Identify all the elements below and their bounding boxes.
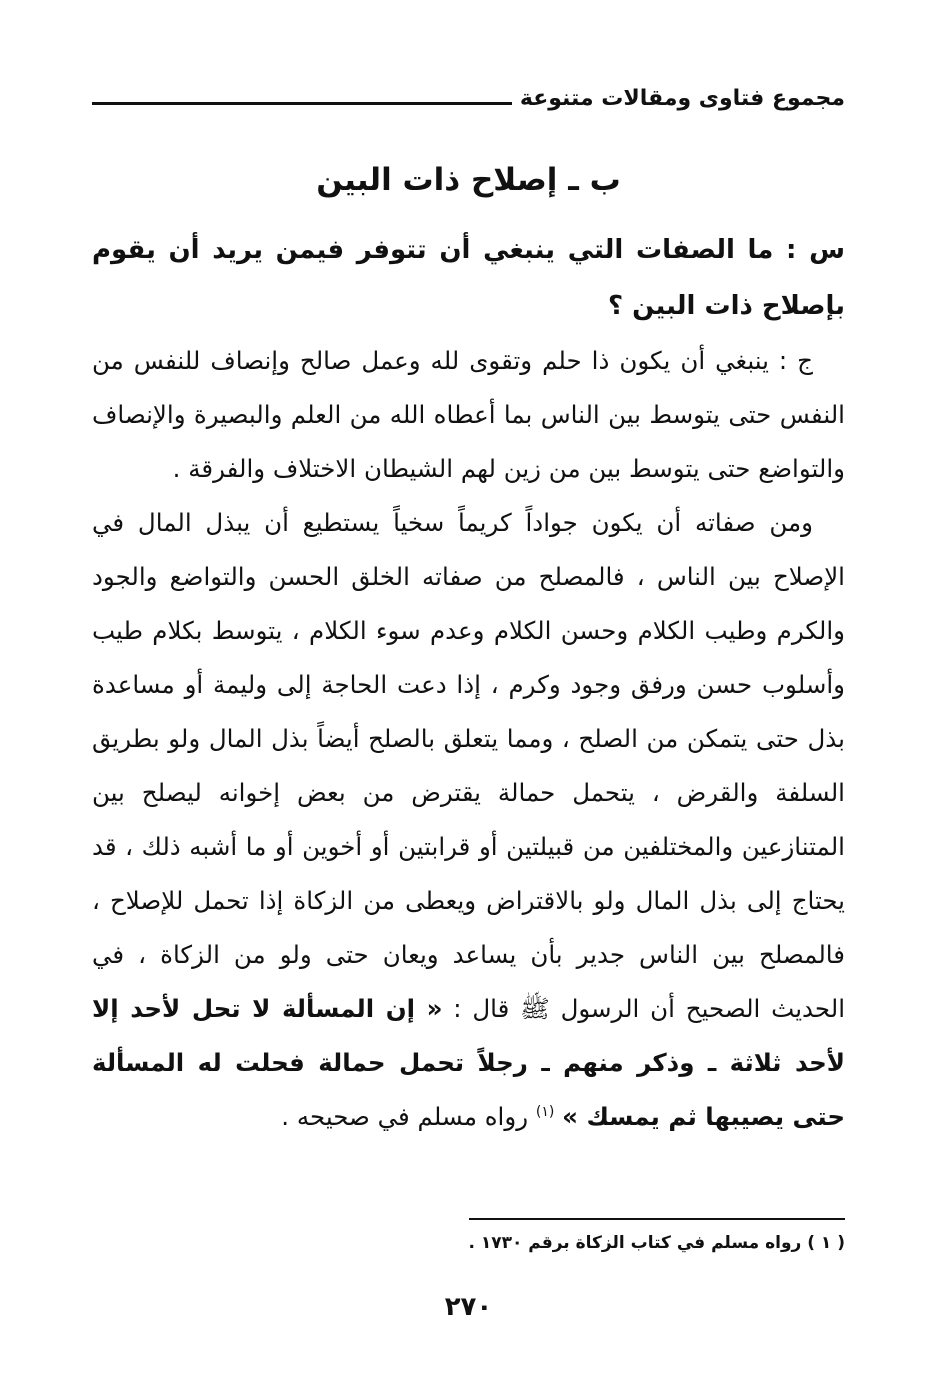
footnote: ( ١ ) رواه مسلم في كتاب الزكاة برقم ١٧٣٠ .	[468, 1233, 845, 1253]
paragraph-2-tail: رواه مسلم في صحيحه .	[281, 1102, 529, 1131]
running-header	[92, 78, 845, 118]
page-number: ٢٧٠	[444, 1292, 493, 1322]
answer-paragraph	[92, 334, 845, 496]
section-heading: ب ـ إصلاح ذات البين	[316, 162, 621, 198]
paragraph-2-text: ومن صفاته أن يكون جواداً كريماً سخياً يستطيع أن يبذل المال في الإصلاح بين الناس ، فالمصلح من صفاته الخلق الحسن والتواضع والجود والكرم وطيب الكلام وحسن الكلام وعدم سوء الكلام ، يتوسط بكلام طيب وأسلوب حسن ورفق وجود وكرم ، إذا دعت الحاجة إلى وليمة أو مساعدة بذل حتى يتمكن من الصلح ، ومما يتعلق بالصلح أيضاً بذل المال ولو بطريق السلفة والقرض ، يتحمل حمالة يقترض من بعض إخوانه ليصلح بين المتنازعين والمختلفين من قبيلتين أو قرابتين أو أخوين أو ما أشبه ذلك ، قد يحتاج إلى بذل المال ولو بالاقتراض ويعطى من الزكاة إذا تحمل للإصلاح ، فالمصلح بين الناس جدير بأن يساعد ويعان حتى ولو من الزكاة ، في الحديث الصحيح أن الرسول ﷺ قال :	[92, 508, 845, 1023]
question-text: س : ما الصفات التي ينبغي أن تتوفر فيمن يريد أن يقوم بإصلاح ذات البين ؟	[92, 235, 845, 321]
paragraph-2	[92, 496, 845, 1144]
question-paragraph	[92, 222, 845, 334]
body-text	[92, 222, 845, 1144]
book-title: مجموع فتاوى ومقالات متنوعة	[519, 85, 845, 111]
footnote-marker: (١)	[535, 1103, 555, 1120]
header-rule	[92, 102, 512, 105]
hadith-quote: « إن المسألة لا تحل لأحد إلا لأحد ثلاثة ـ وذكر منهم ـ رجلاً تحمل حمالة فحلت له المسألة حتى يصيبها ثم يمسك »	[92, 994, 845, 1131]
answer-text: ج : ينبغي أن يكون ذا حلم وتقوى لله وعمل صالح وإنصاف للنفس من النفس حتى يتوسط بين الناس بما أعطاه الله من العلم والبصيرة والإنصاف والتواضع حتى يتوسط بين من زين لهم الشيطان الاختلاف والفرقة .	[92, 346, 845, 483]
footnote-rule	[469, 1218, 845, 1220]
